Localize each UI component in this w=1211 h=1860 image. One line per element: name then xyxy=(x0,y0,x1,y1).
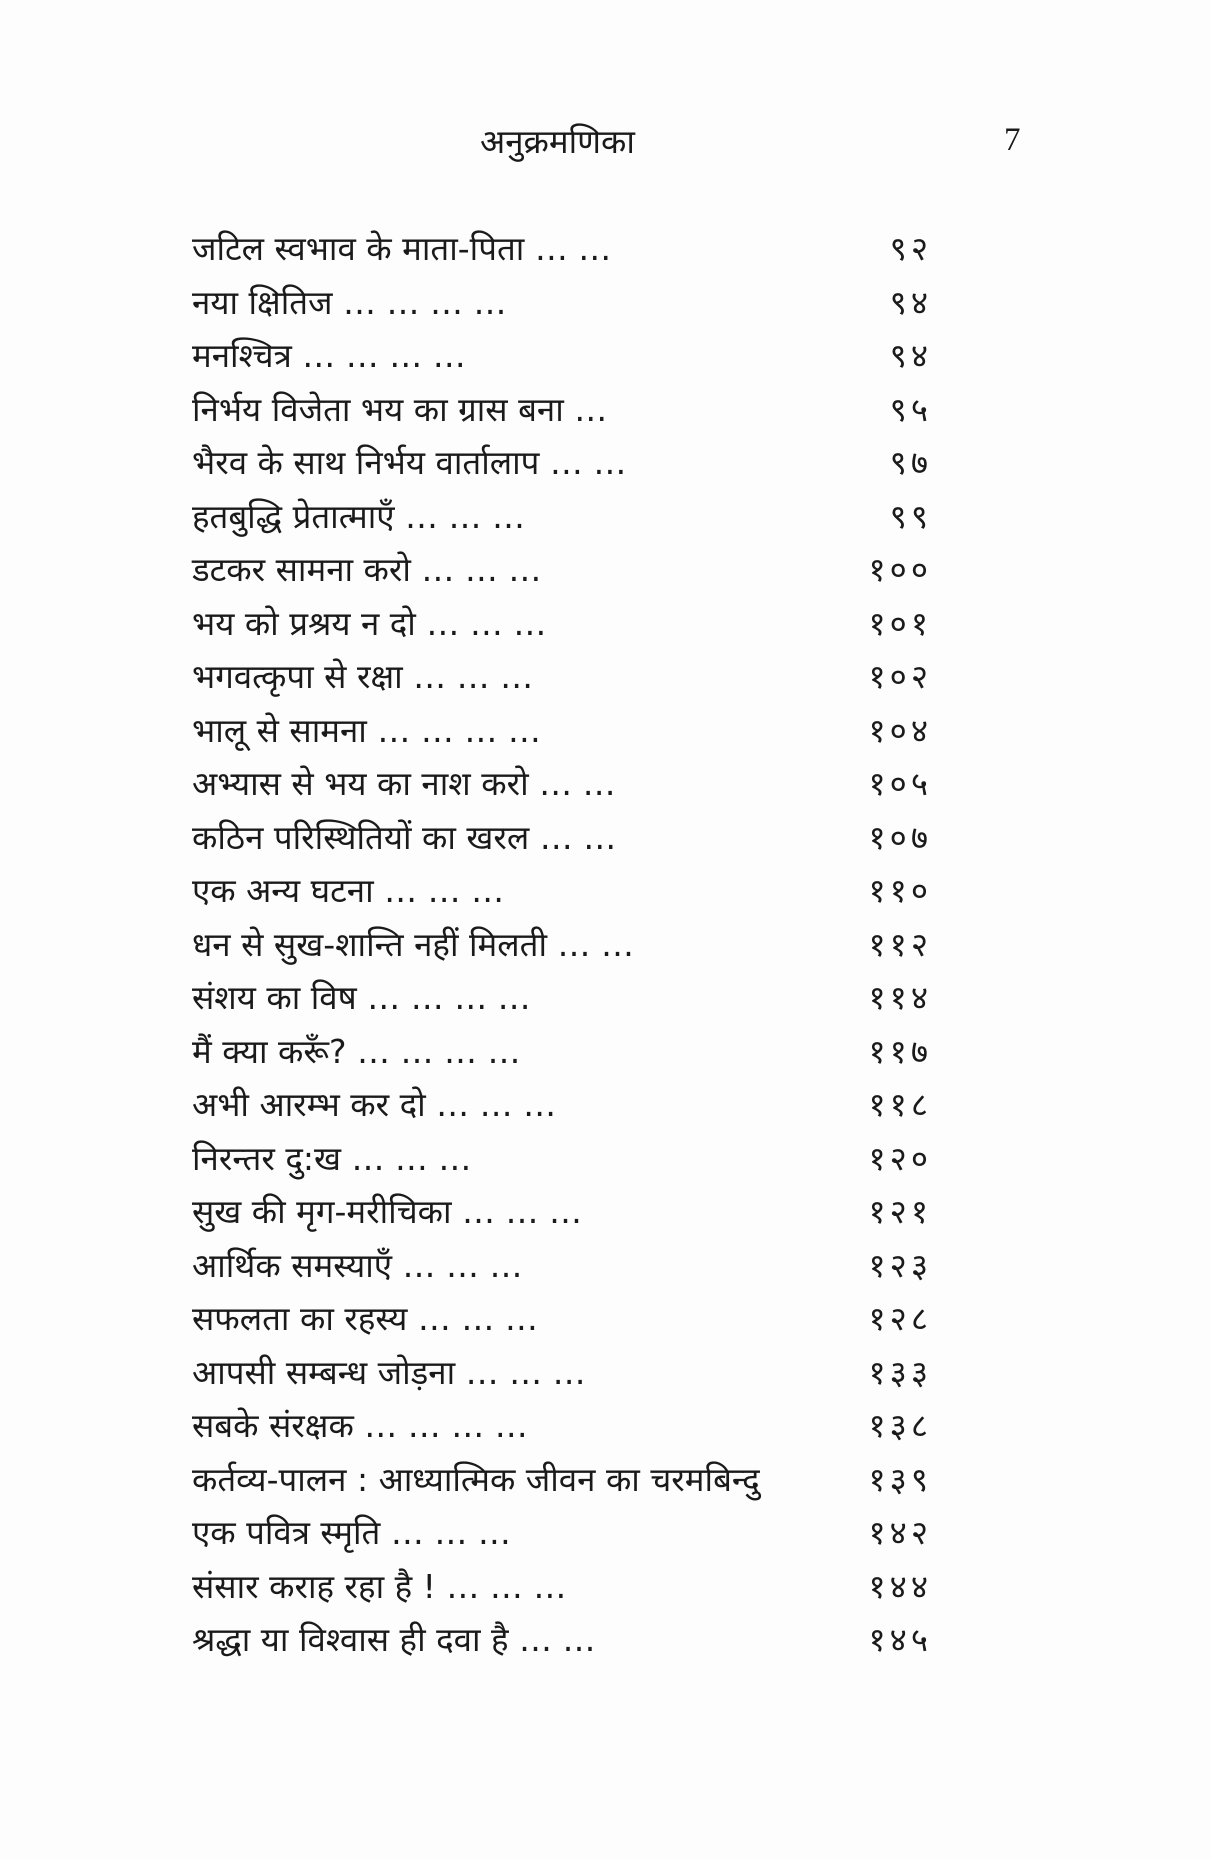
toc-entry-page: १३८ xyxy=(868,1406,932,1445)
toc-entry-title: एक पवित्र स्मृति … … … xyxy=(192,1513,511,1552)
toc-entry-page: ११४ xyxy=(868,978,932,1017)
toc-entry-page: १०० xyxy=(868,550,932,589)
toc-entry xyxy=(192,918,952,972)
toc-entry xyxy=(192,436,952,490)
toc-entry-page: १०२ xyxy=(868,657,932,696)
toc-entry-title: मनश्चित्र … … … … xyxy=(192,336,466,375)
toc-entry xyxy=(192,1292,952,1346)
toc-entry xyxy=(192,757,952,811)
toc-entry-page: १३९ xyxy=(868,1459,932,1499)
toc-entry-title: मैं क्या करूँ? … … … … xyxy=(192,1031,521,1071)
toc-entry-page: ११८ xyxy=(868,1085,932,1124)
toc-entry-page: ९७ xyxy=(889,443,932,482)
toc-entry-title: आपसी सम्बन्ध जोड़ना … … … xyxy=(192,1352,586,1392)
toc-entry xyxy=(192,1346,952,1400)
toc-entry xyxy=(192,490,952,544)
toc-entry xyxy=(192,811,952,865)
toc-entry xyxy=(192,1560,952,1614)
toc-entry xyxy=(192,597,952,651)
toc-entry xyxy=(192,704,952,758)
toc-entry-title: अभी आरम्भ कर दो … … … xyxy=(192,1085,557,1124)
toc-entry-page: १२३ xyxy=(868,1245,932,1285)
toc-entry-title: सुख की मृग-मरीचिका … … … xyxy=(192,1192,583,1231)
toc-entry xyxy=(192,1025,952,1079)
toc-entry-page: ११० xyxy=(868,871,932,910)
page-number: 7 xyxy=(1004,122,1021,158)
toc-entry-page: ९४ xyxy=(889,336,932,375)
toc-entry xyxy=(192,383,952,437)
toc-entry-page: १४४ xyxy=(868,1566,932,1606)
toc-entry-page: १०५ xyxy=(868,764,932,803)
toc-entry xyxy=(192,1132,952,1186)
toc-entry-title: नया क्षितिज … … … … xyxy=(192,282,507,322)
toc-entry-title: जटिल स्वभाव के माता-पिता … … xyxy=(192,229,612,268)
toc-entry-page: ११७ xyxy=(868,1031,932,1071)
toc-entry-page: १२१ xyxy=(868,1192,932,1231)
toc-entry xyxy=(192,543,952,597)
toc-entry-title: सफलता का रहस्य … … … xyxy=(192,1299,538,1338)
toc-entry-title: डटकर सामना करो … … … xyxy=(192,550,542,589)
toc-entry xyxy=(192,1453,952,1507)
toc-entry-page: १०१ xyxy=(868,603,932,643)
toc-entry-page: ९५ xyxy=(889,389,932,429)
toc-entry-title: कर्तव्य-पालन : आध्यात्मिक जीवन का चरमबिन्दु xyxy=(192,1459,760,1499)
toc-entry xyxy=(192,971,952,1025)
toc-entry-page: ९४ xyxy=(889,282,932,322)
toc-entry-page: १४२ xyxy=(868,1513,932,1552)
toc-entry xyxy=(192,1239,952,1293)
toc-entry-page: १०४ xyxy=(868,710,932,750)
toc-entry-title: धन से सुख-शान्ति नहीं मिलती … … xyxy=(192,924,634,964)
toc-entry-title: संशय का विष … … … … xyxy=(192,978,531,1017)
toc-entry-title: अभ्यास से भय का नाश करो … … xyxy=(192,764,616,803)
toc-entry-page: ११२ xyxy=(868,924,932,964)
toc-entry-page: ९२ xyxy=(889,229,932,268)
toc-entry-title: सबके संरक्षक … … … … xyxy=(192,1406,528,1445)
running-head-title: अनुक्रमणिका xyxy=(480,122,635,161)
toc-entry-title: भालू से सामना … … … … xyxy=(192,710,541,750)
toc-entry xyxy=(192,1506,952,1560)
toc-entry xyxy=(192,1613,952,1667)
toc-entry-page: १२८ xyxy=(868,1299,932,1338)
toc-entry-title: भगवत्कृपा से रक्षा … … … xyxy=(192,657,534,696)
toc-entry-title: आर्थिक समस्याएँ … … … xyxy=(192,1245,523,1285)
toc-entry xyxy=(192,864,952,918)
toc-entry-title: संसार कराह रहा है ! … … … xyxy=(192,1566,567,1606)
toc-entry-page: १०७ xyxy=(868,817,932,857)
toc-entry-page: १४५ xyxy=(868,1620,932,1659)
table-of-contents xyxy=(192,222,952,1667)
toc-entry-title: भय को प्रश्रय न दो … … … xyxy=(192,603,547,643)
toc-entry-page: १२० xyxy=(868,1138,932,1178)
toc-entry-title: एक अन्य घटना … … … xyxy=(192,871,505,910)
toc-entry xyxy=(192,1078,952,1132)
toc-entry-title: भैरव के साथ निर्भय वार्तालाप … … xyxy=(192,443,627,482)
toc-entry-title: निर्भय विजेता भय का ग्रास बना … xyxy=(192,389,608,429)
toc-entry xyxy=(192,650,952,704)
toc-entry-title: कठिन परिस्थितियों का खरल … … xyxy=(192,817,617,857)
toc-entry-page: ९९ xyxy=(889,496,932,536)
toc-entry xyxy=(192,222,952,276)
toc-entry-title: हतबुद्धि प्रेतात्माएँ … … … xyxy=(192,496,525,536)
toc-entry-page: १३३ xyxy=(868,1352,932,1392)
toc-entry xyxy=(192,329,952,383)
toc-entry xyxy=(192,276,952,330)
toc-entry xyxy=(192,1185,952,1239)
toc-entry-title: निरन्तर दु:ख … … … xyxy=(192,1138,472,1178)
toc-entry xyxy=(192,1399,952,1453)
toc-entry-title: श्रद्धा या विश्वास ही दवा है … … xyxy=(192,1620,596,1659)
page-header xyxy=(0,118,1211,168)
